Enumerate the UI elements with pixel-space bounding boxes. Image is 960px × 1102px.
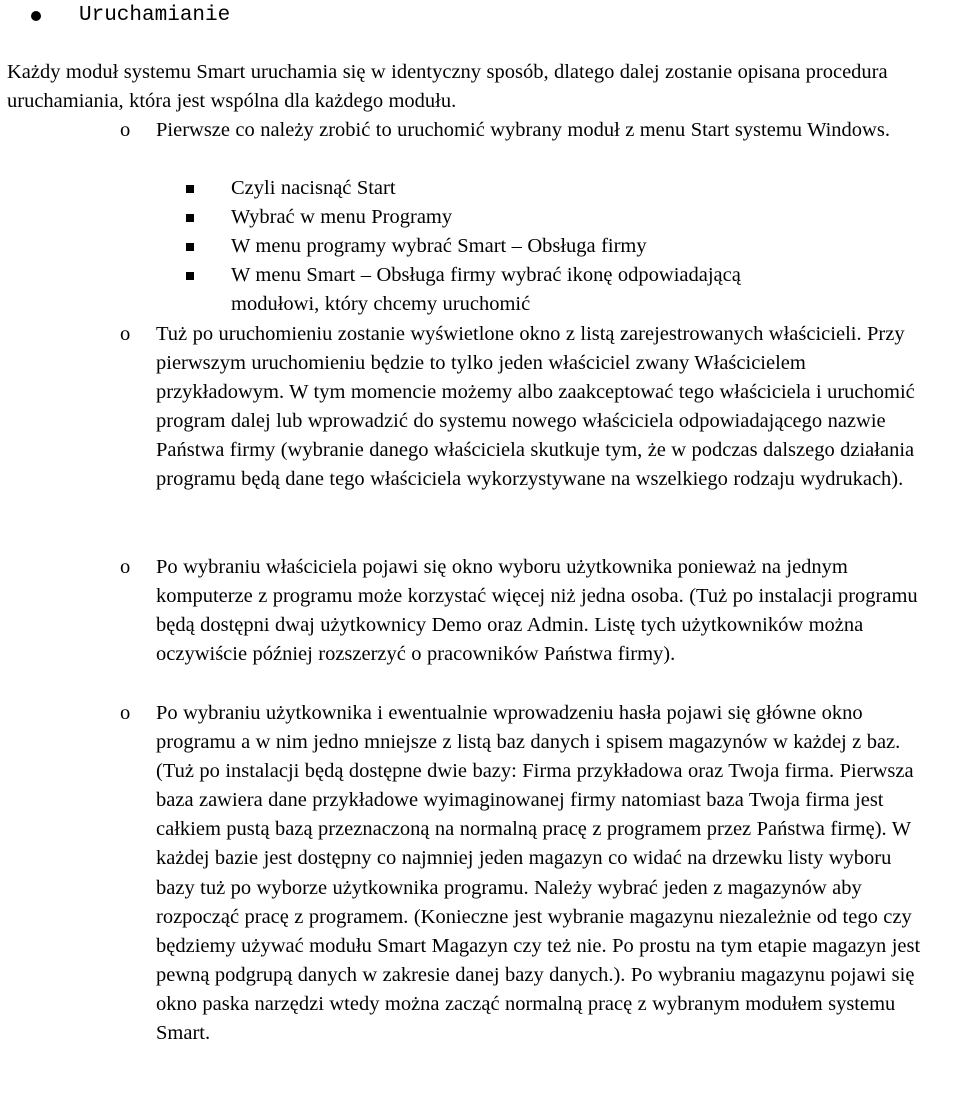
substep-text-3: W menu programy wybrać Smart – Obsługa firmy bbox=[231, 235, 647, 257]
square-bullet-icon bbox=[186, 214, 194, 222]
square-bullet-icon bbox=[186, 243, 194, 251]
step-text-3: Po wybraniu właściciela pojawi się okno wyboru użytkownika ponieważ na jednym komputerze z programu może korzystać więcej niż jedna osoba. (Tuż po instalacji programu będą dostępni dwaj użytkownicy Demo oraz Admin. Listę tych użytkowników można oczywiście później rozszerzyć o pracowników Państwa firmy). bbox=[156, 556, 918, 666]
substep-text-1: Czyli nacisnąć Start bbox=[231, 177, 396, 199]
square-bullet-icon bbox=[186, 185, 194, 193]
list-marker-o: o bbox=[120, 323, 131, 345]
step-text-4: Po wybraniu użytkownika i ewentualnie wprowadzeniu hasła pojawi się główne okno programu a w nim jedno mniejsze z listą baz danych i spisem magazynów w każdej z baz. (Tuż po instalacji będą dostępne dwie bazy: Firma przykładowa oraz Twoja firma. Pierwsza baza zawiera dane przykładowe wyimaginowanej firmy natomiast baza Twoja firma jest całkiem pustą bazą przeznaczoną na normalną pracę z programem przez Państwa firmę). W każdej bazie jest dostępny co najmniej jeden magazyn co widać na drzewku listy wyboru bazy tuż po wyborze użytkownika programu. Należy wybrać jeden z magazynów aby rozpocząć pracę z programem. (Konieczne jest wybranie magazynu niezależnie od tego czy będziemy używać modułu Smart Magazyn czy też nie. Po prostu na tym etapie magazyn jest pewną podgrupą danych w zakresie danej bazy danych.). Po wybraniu magazynu pojawi się okno paska narzędzi wtedy można zacząć normalną pracę z wybranym modułem systemu Smart. bbox=[156, 702, 921, 1045]
square-bullet-icon bbox=[186, 272, 194, 280]
intro-paragraph: Każdy moduł systemu Smart uruchamia się w identyczny sposób, dlatego dalej zostanie opisana procedura uruchamiania, która jest wspólna dla każdego modułu. bbox=[7, 61, 888, 113]
section-title: Uruchamianie bbox=[79, 4, 231, 27]
substep-text-2: Wybrać w menu Programy bbox=[231, 206, 453, 228]
list-marker-o: o bbox=[120, 702, 131, 724]
section-heading bbox=[0, 1, 960, 30]
list-marker-o: o bbox=[120, 556, 131, 578]
substep-text-4: W menu Smart – Obsługa firmy wybrać ikonę odpowiadającą modułowi, który chcemy uruchomić bbox=[231, 264, 741, 316]
step-text-1: Pierwsze co należy zrobić to uruchomić wybrany moduł z menu Start systemu Windows. bbox=[156, 119, 890, 141]
list-marker-o: o bbox=[120, 119, 131, 141]
step-text-2: Tuż po uruchomieniu zostanie wyświetlone okno z listą zarejestrowanych właścicieli. Przy pierwszym uruchomieniu będzie to tylko jeden właściciel zwany Właścicielem przykładowym. W tym momencie możemy albo zaakceptować tego właściciela i uruchomić program dalej lub wprowadzić do systemu nowego właściciela odpowiadającego nazwie Państwa firmy (wybranie danego właściciela skutkuje tym, że w podczas dalszego działania programu będą dane tego właściciela wykorzystywane na wszelkiego rodzaju wydrukach). bbox=[156, 323, 915, 491]
filled-circle-bullet-icon bbox=[31, 11, 41, 21]
